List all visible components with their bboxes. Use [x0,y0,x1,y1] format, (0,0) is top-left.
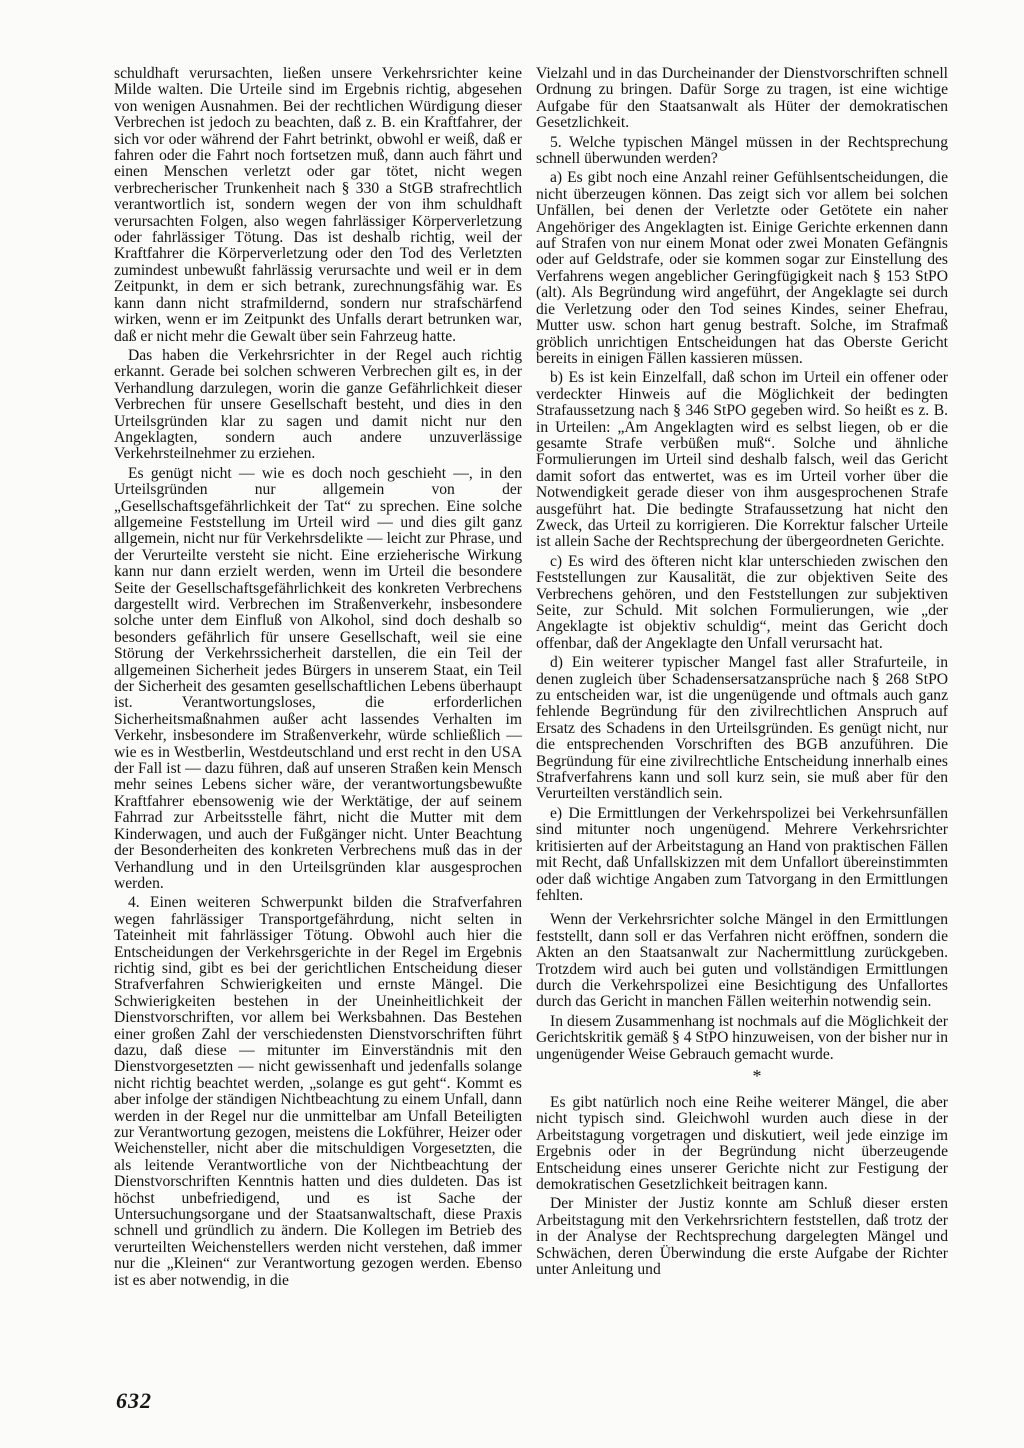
paragraph: Es genügt nicht — wie es doch noch geschieht —, in den Urteilsgründen nur allgemein von der „Gesellschaftsgefährlichkeit der Tat“ zu sprechen. Eine solche allgemeine Feststellung im Urteil wird — und dies gilt ganz allgemein, nicht nur für Verkehrsdelikte — leicht zur Phrase, und der Verurteilte versteht sie nicht. Eine erzieherische Wirkung kann nur dann erzielt werden, wenn im Urteil die besondere Seite der Gesellschaftsgefährlichkeit des konkreten Verbrechens dargestellt wird. Verbrechen im Straßenverkehr, insbesondere solche unter dem Einfluß von Alkohol, sind doch deshalb so besonders gefährlich für unsere Gesellschaft, weil sie eine Störung der Verkehrssicherheit darstellen, die ein Teil der allgemeinen Sicherheit jedes Bürgers in unserem Staat, ein Teil der Sicherheit des gesamten gesellschaftlichen Lebens überhaupt ist. Verantwortungsloses, die erforderlichen Sicherheitsmaßnahmen außer acht lassendes Verhalten im Verkehr, insbesondere im Straßenverkehr, würde schließlich — wie es in Westberlin, Westdeutschland und erst recht in den USA der Fall ist — dazu führen, daß auf unseren Straßen kein Mensch mehr seines Lebens sicher wäre, der verantwortungsbewußte Kraftfahrer ebensowenig wie der Werktätige, der auf seinem Fahrrad zur Arbeitsstelle fährt, nicht die Mutter mit dem Kinderwagen, und auch der Fußgänger nicht. Unter Beachtung der Besonderheiten des konkreten Verbrechens muß das in der Verhandlung und in den Urteilsgründen klar ausgesprochen werden. [114,464,522,892]
paragraph: 5. Welche typischen Mängel müssen in der Rechtsprechung schnell überwunden werden? [536,133,948,168]
paragraph: Das haben die Verkehrsrichter in der Regel auch richtig erkannt. Gerade bei solchen schweren Verbrechen gilt es, in der Verhandlung darzulegen, worin die ganze Gefährlichkeit dieser Verbrechen für unsere Gesellschaft besteht, und dies in den Urteilsgründen klar zu sagen und damit nicht nur den Angeklagten, sondern auch andere unzuverlässige Verkehrsteilnehmer zu erziehen. [114,346,522,463]
right-column [536,66,948,1278]
paragraph: Der Minister der Justiz konnte am Schluß dieser ersten Arbeitstagung mit den Verkehrsrichtern feststellen, daß trotz der in der Analyse der Rechtsprechung dargelegten Mängel und Schwächen, deren Überwindung die erste Aufgabe der Richter unter Anleitung und [536,1195,948,1279]
paragraph: d) Ein weiterer typischer Mangel fast aller Strafurteile, in denen zugleich über Schadensersatzansprüche nach § 268 StPO zu entscheiden war, ist die ungenügende und oftmals auch ganz fehlende Begründung für den zivilrechtlichen Anspruch auf Ersatz des Schadens in den Urteilsgründen. Es genügt nicht, nur die entsprechenden Vorschriften des BGB anzuführen. Die Begründung für eine zivilrechtliche Entscheidung innerhalb eines Strafverfahrens kann und soll kurz sein, sie muß aber für den Verurteilten verständlich sein. [536,654,948,803]
paragraph: b) Es ist kein Einzelfall, daß schon im Urteil ein offener oder verdeckter Hinweis auf die Möglichkeit der bedingten Strafaussetzung nach § 346 StPO gegeben wird. So heißt es z. B. in Urteilen: „Am Angeklagten wird es selbst liegen, ob er die gesamte Strafe verbüßen muß“. Solche und ähnliche Formulierungen im Urteil sind deshalb falsch, weil das Gericht damit sofort das entwertet, was es im Urteil vorher über die Notwendigkeit gerade dieser von ihm ausgesprochenen Strafe ausgeführt hat. Die bedingte Strafaussetzung hat nicht den Zweck, das Urteil zu korrigieren. Die Korrektur falscher Urteile ist allein Sache der Rechtsprechung der übergeordneten Gerichte. [536,369,948,551]
paragraph: Wenn der Verkehrsrichter solche Mängel in den Ermittlungen feststellt, dann soll er das Verfahren nicht eröffnen, sondern die Akten an den Staatsanwalt zur Nachermittlung zurückgeben. Trotzdem wird auch bei guten und vollständigen Ermittlungen durch die Verkehrspolizei eine Besichtigung des Unfallortes durch das Gericht in manchen Fällen weiterhin notwendig sein. [536,911,948,1011]
paragraph: c) Es wird des öfteren nicht klar unterschieden zwischen den Feststellungen zur Kausalität, die zur objektiven Seite des Verbrechens gehören, und den Feststellungen zur subjektiven Seite, zur Schuld. Mit solchen Formulierungen, wie „der Angeklagte ist objektiv schuldig“, meint das Gericht doch offenbar, daß der Angeklagte den Unfall verursacht hat. [536,552,948,652]
page-number: 632 [116,1388,152,1413]
section-separator: * [752,1065,762,1086]
paragraph: 4. Einen weiteren Schwerpunkt bilden die Strafverfahren wegen fahrlässiger Transportgefährdung, nicht selten in Tateinheit mit fahrlässiger Tötung. Obwohl auch hier die Entscheidungen der Verkehrsgerichte in der Regel im Ergebnis richtig sind, gibt es bei der gerichtlichen Entscheidung dieser Strafverfahren Schwierigkeiten und ernste Mängel. Die Schwierigkeiten bestehen in der Uneinheitlichkeit der Dienstvorschriften, vor allem bei Werksbahnen. Das Bestehen einer großen Zahl der verschiedensten Dienstvorschriften führt dazu, daß diese — mitunter im Einverständnis mit den Dienstvorgesetzten — nicht gewissenhaft und jedenfalls solange nicht richtig beachtet werden, „solange es gut geht“. Kommt es aber infolge der ständigen Nichtbeachtung zu einem Unfall, dann werden in der Regel nur die unmittelbar am Unfall Beteiligten zur Verantwortung gezogen, meistens die Lokführer, Heizer oder Weichensteller, nicht aber die mitschuldigen Vorgesetzten, die als leitende Verantwortliche von der Nichtbeachtung der Dienstvorschriften Kenntnis hatten und dies duldeten. Das ist höchst unbefriedigend, und es ist Sache der Untersuchungsorgane und der Staatsanwaltschaft, diese Praxis schnell und gründlich zu ändern. Die Kollegen im Betrieb des verurteilten Weichenstellers werden nicht verstehen, daß immer nur die „Kleinen“ zur Verantwortung gezogen werden. Ebenso ist es aber notwendig, in die [114,894,522,1289]
paragraph: schuldhaft verursachten, ließen unsere Verkehrsrichter keine Milde walten. Die Urteile sind im Ergebnis richtig, abgesehen von wenigen Ausnahmen. Bei der rechtlichen Würdigung dieser Verbrechen ist jedoch zu beachten, daß z. B. ein Kraftfahrer, der sich vor oder während der Fahrt betrinkt, obwohl er weiß, daß er fahren oder die Fahrt noch fortsetzen muß, dann auch fährt und einen Menschen verletzt oder gar tötet, nicht wegen verbrecherischer Trunkenheit nach § 330 a StGB strafrechtlich verantwortlich ist, sondern wegen der von ihm schuldhaft verursachten Folgen, also wegen fahrlässiger Körperverletzung oder fahrlässiger Tötung. Das ist deshalb richtig, weil der Kraftfahrer die Körperverletzung oder den Tod des Verletzten zumindest unbewußt fahrlässig verursachte und weil er in dem Zeitpunkt, in dem er sich betrank, zurechnungsfähig war. Es kann dann nicht strafmildernd, sondern nur strafschärfend wirken, wenn er im Zeitpunkt des Unfalls derart betrunken war, daß er nicht mehr die Gewalt über sein Fahrzeug hatte. [114,65,522,345]
paragraph: In diesem Zusammenhang ist nochmals auf die Möglichkeit der Gerichtskritik gemäß § 4 StPO hinzuweisen, von der bisher nur in ungenügender Weise Gebrauch gemacht wurde. [536,1012,948,1063]
left-column [114,66,522,1289]
paragraph: Vielzahl und in das Durcheinander der Dienstvorschriften schnell Ordnung zu bringen. Dafür Sorge zu tragen, ist eine wichtige Aufgabe für den Staatsanwalt als Hüter der demokratischen Gesetzlichkeit. [536,65,948,132]
paragraph: a) Es gibt noch eine Anzahl reiner Gefühlsentscheidungen, die nicht überzeugen können. Das zeigt sich vor allem bei solchen Unfällen, bei denen der Verletzte oder Getötete ein naher Angehöriger des Angeklagten ist. Einige Gerichte erkennen dann auf Strafen von nur einem Monat oder zwei Monaten Gefängnis oder auf Geldstrafe, oder sie kommen sogar zur Einstellung des Verfahrens wegen angeblicher Geringfügigkeit nach § 153 StPO (alt). Als Begründung wird angeführt, der Angeklagte sei durch die Verletzung oder den Tod seines Kindes, seiner Ehefrau, Mutter usw. schon hart genug bestraft. Solche, im Strafmaß gröblich unrichtigen Entscheidungen hat das Oberste Gericht bereits in einigen Fällen kassieren müssen. [536,169,948,367]
paragraph: e) Die Ermittlungen der Verkehrspolizei bei Verkehrsunfällen sind mitunter noch ungenügend. Mehrere Verkehrsrichter kritisierten auf der Arbeitstagung an Hand von praktischen Fällen mit Recht, daß Unfallskizzen mit dem Unfallort übereinstimmten oder daß wichtige Angaben zum Tatvorgang in den Ermittlungen fehlten. [536,804,948,904]
paragraph: Es gibt natürlich noch eine Reihe weiterer Mängel, die aber nicht typisch sind. Gleichwohl wurden auch diese in der Arbeitstagung vorgetragen und diskutiert, weil jede einzige im Ergebnis oder in der Begründung nicht überzeugende Entscheidung eines unserer Gerichte nicht zur Festigung der demokratischen Gesetzlichkeit beitragen kann. [536,1093,948,1193]
